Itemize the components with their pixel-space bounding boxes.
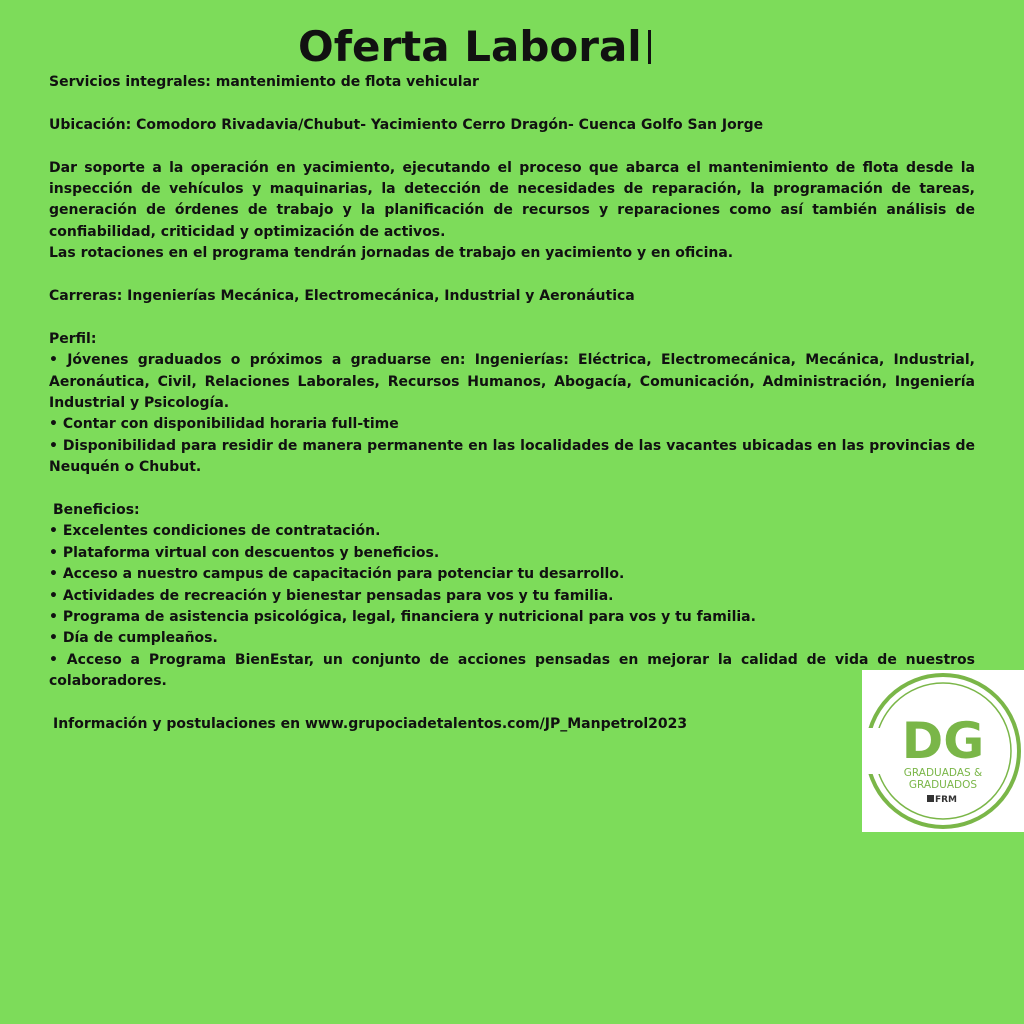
- logo-ring-gap: [862, 728, 886, 774]
- logo-org: FRM: [934, 795, 958, 805]
- carreras-line: Carreras: Ingenierías Mecánica, Electromecánica, Industrial y Aeronáutica: [49, 288, 635, 305]
- informacion-line: Información y postulaciones en www.grupociadetalentos.com/JP_Manpetrol2023: [53, 716, 688, 733]
- beneficio-item: • Acceso a Programa BienEstar, un conjunto de acciones pensadas en mejorar la calidad de vida de nuestros colaboradores.: [49, 651, 975, 690]
- beneficio-item: • Plataforma virtual con descuentos y beneficios.: [49, 544, 440, 561]
- logo-letters: DG: [901, 712, 985, 770]
- perfil-item: • Contar con disponibilidad horaria full-time: [49, 416, 399, 433]
- dg-graduados-logo: [862, 670, 1024, 832]
- perfil-item: • Jóvenes graduados o próximos a graduarse en: Ingenierías: Eléctrica, Electromecánica, Mecánica, Industrial, Aeronáutica, Civil, Relaciones Laborales, Recursos Humanos, Abogacía, Comunicación, Administración, Ingeniería Industrial y Psicología.: [49, 352, 975, 412]
- ubicacion-line: Ubicación: Comodoro Rivadavia/Chubut- Yacimiento Cerro Dragón- Cuenca Golfo San Jorge: [49, 116, 764, 133]
- page-title: [298, 22, 651, 71]
- page-title-text: Oferta Laboral: [298, 22, 642, 71]
- perfil-item: • Disponibilidad para residir de manera permanente en las localidades de las vacantes ubicadas en las provincias de Neuquén o Chubut.: [49, 437, 975, 476]
- beneficio-item: • Día de cumpleaños.: [49, 630, 218, 647]
- logo-line2: GRADUADOS: [908, 779, 978, 791]
- beneficio-item: • Programa de asistencia psicológica, legal, financiera y nutricional para vos y tu familia.: [49, 609, 756, 626]
- beneficios-heading: Beneficios:: [53, 502, 140, 519]
- beneficio-item: • Excelentes condiciones de contratación.: [49, 523, 381, 540]
- logo-org-mark-icon: [927, 795, 934, 802]
- logo-line1: GRADUADAS &: [903, 767, 983, 779]
- rotaciones-line: Las rotaciones en el programa tendrán jornadas de trabajo en yacimiento y en oficina.: [49, 245, 734, 262]
- servicios-line: Servicios integrales: mantenimiento de flota vehicular: [49, 74, 479, 90]
- beneficio-item: • Acceso a nuestro campus de capacitación para potenciar tu desarrollo.: [49, 566, 625, 583]
- logo-emblem: [862, 670, 1024, 832]
- descripcion-paragraph: Dar soporte a la operación en yacimiento, ejecutando el proceso que abarca el mantenimiento de flota desde la inspección de vehículos y maquinarias, la detección de necesidades de reparación, la programación de tareas, generación de órdenes de trabajo y la planificación de recursos y reparaciones como así también análisis de confiabilidad, criticidad y optimización de activos.: [49, 159, 975, 240]
- text-cursor: [648, 30, 651, 64]
- beneficio-item: • Actividades de recreación y bienestar pensadas para vos y tu familia.: [49, 587, 614, 604]
- perfil-heading: Perfil:: [49, 330, 97, 347]
- job-offer-body: [49, 72, 975, 736]
